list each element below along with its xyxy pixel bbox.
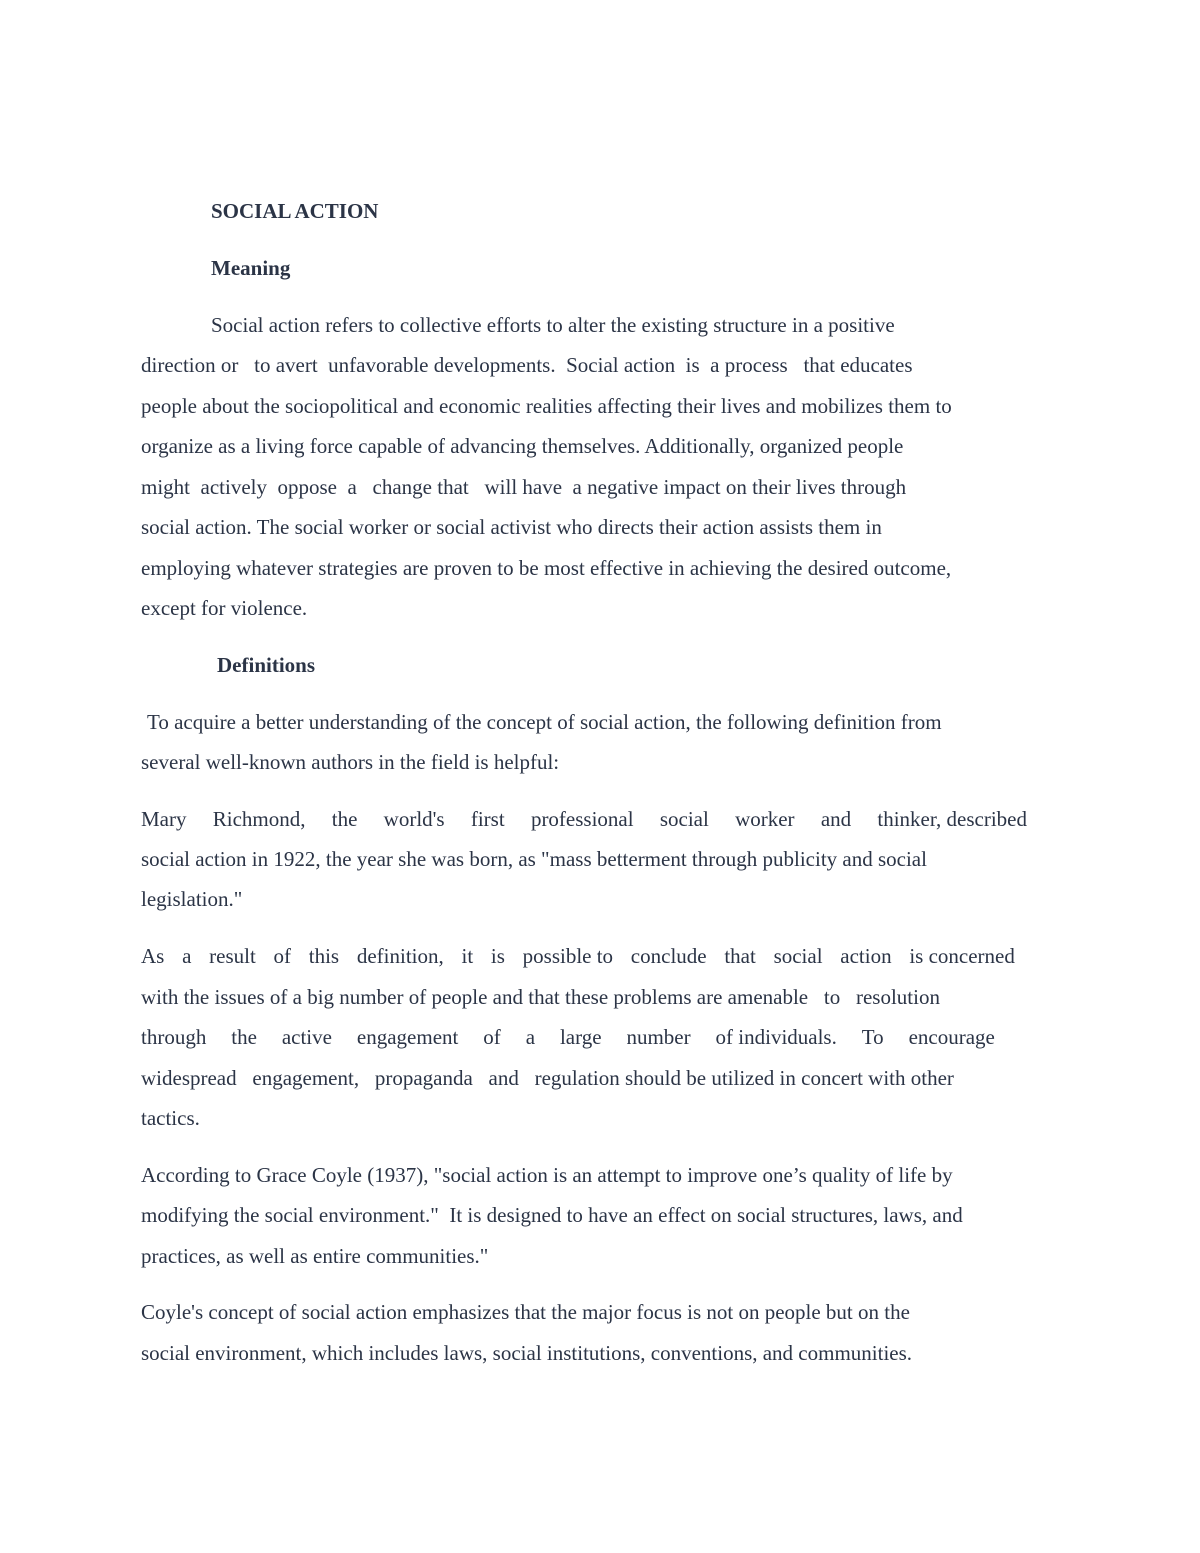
paragraph-line: To acquire a better understanding of the concept of social action, the following definition from [147, 710, 942, 734]
word: possible to [522, 944, 614, 968]
paragraph-line: Coyle's concept of social action emphasizes that the major focus is not on people but on the [141, 1300, 910, 1324]
word: of [483, 1025, 501, 1049]
word: social [659, 807, 709, 831]
word: is concerned [909, 944, 1015, 968]
paragraph-line: with the issues of a big number of people and that these problems are amenable to resolution [141, 985, 940, 1009]
word: it [461, 944, 474, 968]
word: is [490, 944, 505, 968]
word: number [626, 1025, 691, 1049]
justified-line [141, 943, 1015, 969]
paragraph-line: practices, as well as entire communities." [141, 1244, 489, 1268]
word: Mary [141, 807, 187, 831]
paragraph-line: people about the sociopolitical and economic realities affecting their lives and mobilizes them to [141, 394, 952, 418]
word: professional [530, 807, 634, 831]
word: the [231, 1025, 257, 1049]
word: this [308, 944, 340, 968]
paragraph-line: Social action refers to collective efforts to alter the existing structure in a positive [211, 313, 895, 337]
paragraph-line: except for violence. [141, 596, 308, 620]
word: action [840, 944, 892, 968]
word: engagement [356, 1025, 459, 1049]
paragraph-line: social action in 1922, the year she was born, as "mass betterment through publicity and social [141, 847, 927, 871]
paragraph-line: social environment, which includes laws, social institutions, conventions, and communities. [141, 1341, 913, 1365]
paragraph-line: legislation." [141, 887, 243, 911]
word: world's [383, 807, 445, 831]
word: active [281, 1025, 332, 1049]
word: through [141, 1025, 207, 1049]
word: result [209, 944, 256, 968]
document-title: SOCIAL ACTION [211, 199, 379, 223]
definitions-heading: Definitions [217, 653, 316, 677]
word: a [182, 944, 192, 968]
paragraph-line: According to Grace Coyle (1937), "social action is an attempt to improve one’s quality of life by [141, 1163, 953, 1187]
justified-line [141, 1024, 995, 1050]
word: social [773, 944, 823, 968]
word: large [559, 1025, 602, 1049]
paragraph-line: widespread engagement, propaganda and regulation should be utilized in concert with other [141, 1066, 954, 1090]
word: thinker, described [877, 807, 1027, 831]
word: first [470, 807, 505, 831]
paragraph-line: several well-known authors in the field is helpful: [141, 750, 560, 774]
paragraph-line: might actively oppose a change that will have a negative impact on their lives through [141, 475, 907, 499]
word: of [273, 944, 292, 968]
word: As [141, 944, 165, 968]
word: To [861, 1025, 884, 1049]
word: definition, [356, 944, 444, 968]
meaning-heading: Meaning [211, 256, 291, 280]
paragraph-line: modifying the social environment." It is designed to have an effect on social structures, laws, and [141, 1203, 963, 1227]
word: the [331, 807, 358, 831]
paragraph-line: organize as a living force capable of advancing themselves. Additionally, organized people [141, 434, 904, 458]
word: Richmond, [212, 807, 306, 831]
word: that [724, 944, 756, 968]
paragraph-line: direction or to avert unfavorable developments. Social action is a process that educates [141, 353, 913, 377]
word: of individuals. [715, 1025, 837, 1049]
justified-line [141, 806, 1027, 832]
word: and [820, 807, 852, 831]
word: encourage [908, 1025, 995, 1049]
word: worker [735, 807, 795, 831]
paragraph-line: social action. The social worker or social activist who directs their action assists them in [141, 515, 882, 539]
paragraph-line: tactics. [141, 1106, 200, 1130]
word: conclude [630, 944, 707, 968]
word: a [525, 1025, 536, 1049]
paragraph-line: employing whatever strategies are proven to be most effective in achieving the desired outcome, [141, 556, 952, 580]
